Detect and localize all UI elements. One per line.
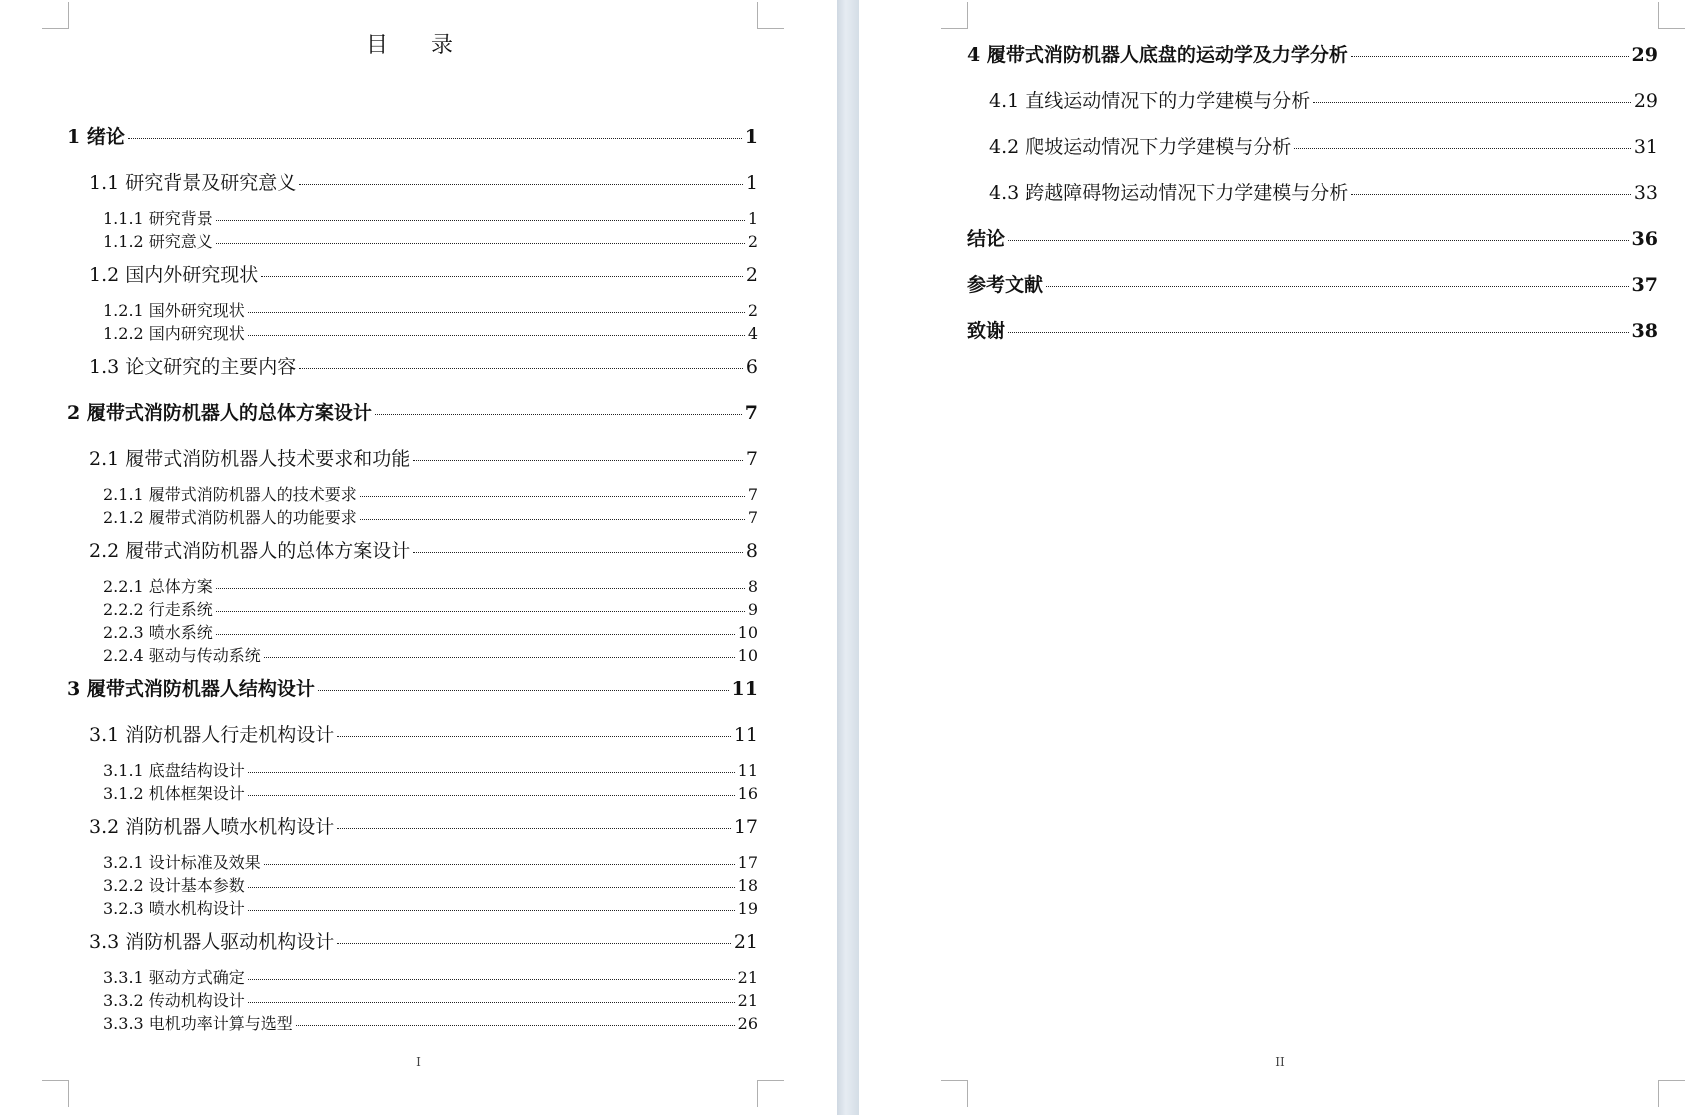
toc-entry-chapter-1[interactable]: 1 绪论 1 — [67, 126, 758, 148]
toc-entry-subsection-3-3-2[interactable]: 3.3.2 传动机构设计 21 — [103, 991, 758, 1010]
toc-entry-subsection-3-3-1[interactable]: 3.3.1 驱动方式确定 21 — [103, 968, 758, 987]
toc-entry-subsection-2-1-1[interactable]: 2.1.1 履带式消防机器人的技术要求 7 — [103, 485, 758, 504]
toc-entry-section-4-1[interactable]: 4.1 直线运动情况下的力学建模与分析 29 — [989, 90, 1658, 112]
toc-entry-chapter-3[interactable]: 3 履带式消防机器人结构设计 11 — [67, 678, 758, 700]
toc-entry-subsection-3-3-3[interactable]: 3.3.3 电机功率计算与选型 26 — [103, 1014, 758, 1033]
toc-entry-section-2-1[interactable]: 2.1 履带式消防机器人技术要求和功能 7 — [89, 448, 758, 470]
crop-mark — [757, 1080, 784, 1107]
toc-entry-subsection-2-2-2[interactable]: 2.2.2 行走系统 9 — [103, 600, 758, 619]
toc-entry-acknowledgements[interactable]: 致谢 38 — [967, 320, 1658, 342]
toc-entry-subsection-3-1-1[interactable]: 3.1.1 底盘结构设计 11 — [103, 761, 758, 780]
toc-entry-subsection-2-2-4[interactable]: 2.2.4 驱动与传动系统 10 — [103, 646, 758, 665]
toc-entry-subsection-2-2-1[interactable]: 2.2.1 总体方案 8 — [103, 577, 758, 596]
crop-mark — [1658, 2, 1685, 29]
toc-entry-subsection-2-1-2[interactable]: 2.1.2 履带式消防机器人的功能要求 7 — [103, 508, 758, 527]
crop-mark — [757, 2, 784, 29]
toc-entry-subsection-1-1-1[interactable]: 1.1.1 研究背景 1 — [103, 209, 758, 228]
page-number: II — [1275, 1055, 1285, 1069]
toc-entry-subsection-1-1-2[interactable]: 1.1.2 研究意义 2 — [103, 232, 758, 251]
toc-entry-subsection-3-2-2[interactable]: 3.2.2 设计基本参数 18 — [103, 876, 758, 895]
toc-entry-references[interactable]: 参考文献 37 — [967, 274, 1658, 296]
toc-entry-subsection-1-2-2[interactable]: 1.2.2 国内研究现状 4 — [103, 324, 758, 343]
document-page-2 — [859, 0, 1701, 1115]
toc-entry-section-2-2[interactable]: 2.2 履带式消防机器人的总体方案设计 8 — [89, 540, 758, 562]
crop-mark — [42, 1080, 69, 1107]
toc-entry-section-1-1[interactable]: 1.1 研究背景及研究意义 1 — [89, 172, 758, 194]
toc-entry-chapter-4[interactable]: 4 履带式消防机器人底盘的运动学及力学分析 29 — [967, 44, 1658, 66]
toc-entry-section-1-2[interactable]: 1.2 国内外研究现状 2 — [89, 264, 758, 286]
document-page-1 — [0, 0, 837, 1115]
toc-entry-subsection-3-1-2[interactable]: 3.1.2 机体框架设计 16 — [103, 784, 758, 803]
toc-entry-subsection-3-2-3[interactable]: 3.2.3 喷水机构设计 19 — [103, 899, 758, 918]
toc-entry-chapter-2[interactable]: 2 履带式消防机器人的总体方案设计 7 — [67, 402, 758, 424]
crop-mark — [1658, 1080, 1685, 1107]
toc-entry-section-3-1[interactable]: 3.1 消防机器人行走机构设计 11 — [89, 724, 758, 746]
crop-mark — [941, 2, 968, 29]
toc-title: 目 录 — [366, 33, 471, 58]
toc-entry-subsection-3-2-1[interactable]: 3.2.1 设计标准及效果 17 — [103, 853, 758, 872]
toc-entry-subsection-1-2-1[interactable]: 1.2.1 国外研究现状 2 — [103, 301, 758, 320]
crop-mark — [941, 1080, 968, 1107]
toc-entry-section-1-3[interactable]: 1.3 论文研究的主要内容 6 — [89, 356, 758, 378]
toc-entry-subsection-2-2-3[interactable]: 2.2.3 喷水系统 10 — [103, 623, 758, 642]
toc-entry-section-3-2[interactable]: 3.2 消防机器人喷水机构设计 17 — [89, 816, 758, 838]
page-separator — [837, 0, 859, 1115]
toc-entry-section-4-2[interactable]: 4.2 爬坡运动情况下力学建模与分析 31 — [989, 136, 1658, 158]
toc-entry-section-3-3[interactable]: 3.3 消防机器人驱动机构设计 21 — [89, 931, 758, 953]
crop-mark — [42, 2, 69, 29]
toc-entry-conclusion[interactable]: 结论 36 — [967, 228, 1658, 250]
toc-entry-section-4-3[interactable]: 4.3 跨越障碍物运动情况下力学建模与分析 33 — [989, 182, 1658, 204]
page-number: I — [416, 1055, 421, 1069]
